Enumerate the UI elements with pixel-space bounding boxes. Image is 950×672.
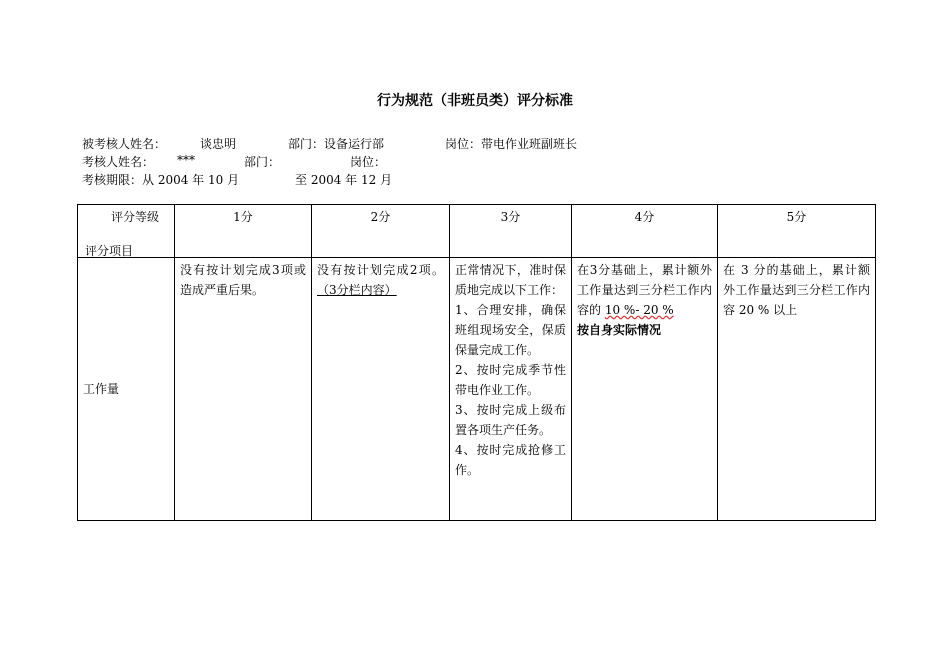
score-3-line: 正常情况下，准时保质地完成以下工作： <box>455 263 566 297</box>
corner-top-label: 评分等级 <box>111 210 160 224</box>
score-2-cell <box>312 258 450 521</box>
level-4-header: 4分 <box>572 205 718 258</box>
examiner-post: 岗位： <box>350 155 387 169</box>
period-from: 考核期限：从 2004 年 10 月 <box>82 173 240 187</box>
table-row <box>78 258 876 521</box>
department: 部门：设备运行部 <box>288 137 385 151</box>
score-3-line: 3、按时完成上级布置各项生产任务。 <box>455 403 566 437</box>
examinee-label: 被考核人姓名： <box>82 137 167 151</box>
post: 岗位：带电作业班副班长 <box>445 137 578 151</box>
level-3-header: 3分 <box>450 205 572 258</box>
score-5-cell: 在 3 分的基础上，累计额外工作量达到三分栏工作内容 20 % 以上 <box>718 258 876 521</box>
level-2-header: 2分 <box>312 205 450 258</box>
scoring-table <box>77 204 876 521</box>
score-4-range: 10 %- 20 % <box>604 303 674 317</box>
document-title: 行为规范（非班员类）评分标准 <box>377 93 573 109</box>
level-1-header: 1分 <box>175 205 312 258</box>
corner-cell <box>78 205 175 258</box>
score-3-cell <box>450 258 572 521</box>
score-4-cell <box>572 258 718 521</box>
period-to: 至 2004 年 12 月 <box>295 173 393 187</box>
examiner-name: *** <box>177 153 195 167</box>
score-3-line: 1、合理安排，确保班组现场安全，保质保量完成工作。 <box>455 303 566 357</box>
score-2-text: 没有按计划完成2项。 <box>317 263 444 277</box>
score-4-text: 在3分基础上，累计额外工作量达到三分栏工作内容的 <box>577 263 712 317</box>
row-label: 工作量 <box>78 258 175 521</box>
header-row <box>78 205 876 258</box>
score-2-reference: （3分栏内容） <box>317 283 397 297</box>
corner-bottom-label: 评分项目 <box>85 244 134 258</box>
score-1-cell: 没有按计划完成3项或造成严重后果。 <box>175 258 312 521</box>
score-3-line: 2、按时完成季节性带电作业工作。 <box>455 363 566 397</box>
level-5-header: 5分 <box>718 205 876 258</box>
score-3-line: 4、按时完成抢修工作。 <box>455 443 566 477</box>
examinee-name: 谈忠明 <box>200 137 237 151</box>
examiner-department: 部门： <box>244 155 281 169</box>
score-4-note: 按自身实际情况 <box>577 323 662 337</box>
examiner-label: 考核人姓名： <box>82 155 155 169</box>
